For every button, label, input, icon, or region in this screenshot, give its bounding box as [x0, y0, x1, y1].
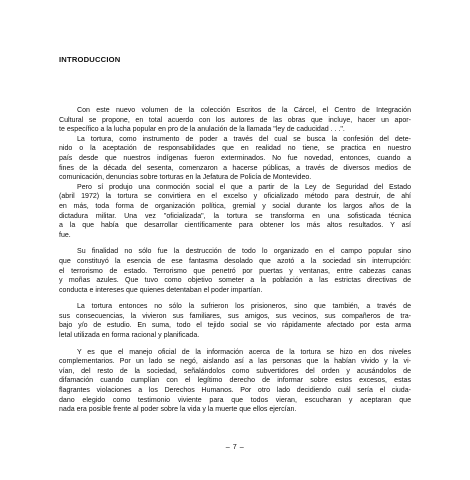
text-line: dano elegido como testimonio viviente para que todos vieran, escucharan y aceptaran que — [59, 396, 411, 404]
text-line: letal utilizada en forma racional y planificada. — [59, 332, 200, 340]
paragraph — [59, 106, 411, 135]
page-number: – 7 – — [225, 442, 245, 451]
text-line: vían, del resto de la sociedad, señalándolos como subvertidores del orden y acusándolos de — [59, 367, 411, 375]
text-line: flagrantes violaciones a los Derechos Humanos. Por otro lado decidiendo cuál sería el ciuda- — [59, 387, 411, 395]
text-line: nada era posible frente al poder sobre la vida y la muerte que ellos ejercían. — [59, 406, 297, 414]
text-line: complementarios. Por un lado se negó, aislando así a las personas que la habían vivido y la vi- — [59, 358, 411, 366]
text-line: bajo y/o de estudio. En suma, todo el tejido social se vio rápidamente afectado por esta arma — [59, 322, 411, 330]
body-text — [59, 106, 411, 415]
text-line: sus consecuencias, la vivieron sus familiares, sus amigos, sus vecinos, sus compañeros de tra- — [59, 312, 411, 320]
text-line: que constituyó la esencia de ese fantasma desolado que azotó a la sociedad sin interrupción: — [59, 257, 411, 265]
paragraph — [59, 135, 411, 183]
paragraph — [59, 302, 411, 340]
text-line: Pero sí produjo una conmoción social el que a partir de la Ley de Seguridad del Estado — [77, 183, 411, 191]
paragraph — [59, 183, 411, 241]
text-line: y moñas azules. Que tuvo como objetivo someter a la población a las estrictas directivas de — [59, 277, 411, 285]
text-line: Su finalidad no sólo fue la destrucción de todo lo organizado en el campo popular sino — [77, 248, 411, 256]
text-line: fines de la década del sesenta, comenzaron a hacerse públicas, a través de diversos medios de — [59, 164, 411, 172]
text-line: difamación cuando cumplían con el legítimo derecho de informar sobre estos excesos, estas — [59, 377, 411, 385]
text-line: país desde que nuestros indígenas fueron exterminados. No fue novedad, entonces, cuando a — [59, 154, 411, 162]
text-line: (abril 1972) la tortura se convirtiera en el excelso y oficializado método para destruir, de ahí — [59, 193, 411, 201]
paragraph — [59, 247, 411, 295]
text-line: nido o la aceptación de responsabilidades que en realidad no tiene, se practica en nuestro — [59, 145, 411, 153]
text-line: en más, toda forma de organización política, gremial y social durante los largos años de la — [59, 202, 411, 210]
text-line: a la que había que desarrollar científicamente para obtener los más altos resultados. Y así — [59, 222, 411, 230]
paragraph — [59, 348, 411, 415]
text-line: La tortura entonces no sólo la sufrieron los prisioneros, sino que también, a través de — [77, 303, 411, 311]
text-line: Cultural se propone, en total acuerdo con los autores de las obras que incluye, hacer un apor- — [59, 116, 411, 124]
text-line: La tortura, como instrumento de poder a través del cual se busca la confesión del dete- — [77, 135, 411, 143]
section-heading: INTRODUCCION — [59, 55, 121, 64]
text-line: te específico a la lucha popular en pro de la anulación de la llamada "ley de caducidad . . .". — [59, 126, 345, 134]
text-line: comunicación, denuncias sobre torturas en la Jefatura de Policía de Montevideo. — [59, 174, 312, 182]
text-line: Y es que el manejo oficial de la información acerca de la tortura se hizo en dos niveles — [77, 348, 411, 356]
text-line: fue. — [59, 231, 71, 239]
text-line: dictadura militar. Una vez "oficializada", la tortura se transforma en una sofisticada técnica — [59, 212, 411, 220]
text-line: conducta e intereses que quienes detentaban el poder impartían. — [59, 286, 263, 294]
text-line: el terrorismo de estado. Terrorismo que penetró por puertas y ventanas, entre cabezas canas — [59, 267, 411, 275]
text-line: Con este nuevo volumen de la colección Escritos de la Cárcel, el Centro de Integración — [77, 107, 411, 114]
